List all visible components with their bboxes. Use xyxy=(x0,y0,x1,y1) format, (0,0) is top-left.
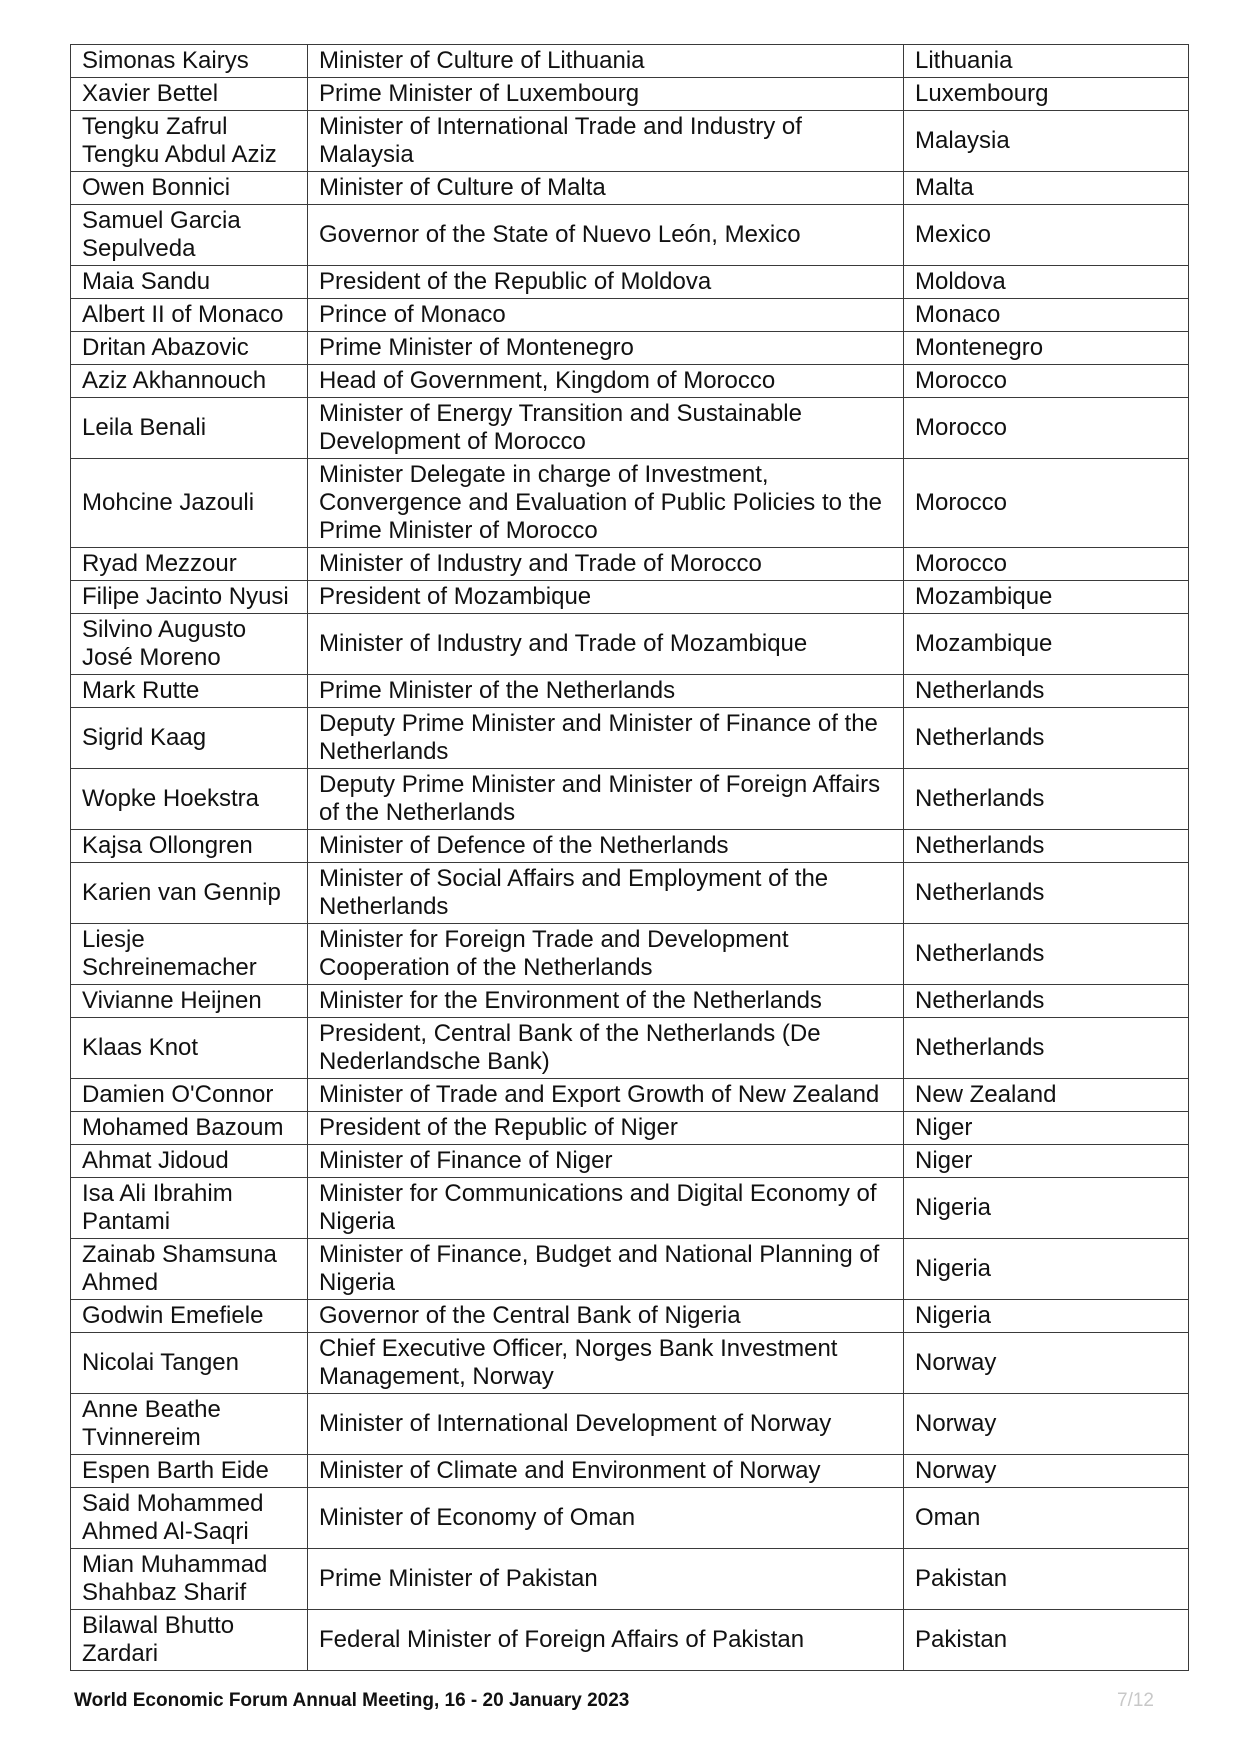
participant-position: President of the Republic of Moldova xyxy=(308,266,904,299)
participant-name: Dritan Abazovic xyxy=(71,332,308,365)
participant-name: Silvino Augusto José Moreno xyxy=(71,614,308,675)
participant-name: Isa Ali Ibrahim Pantami xyxy=(71,1178,308,1239)
participant-position: Minister for the Environment of the Netherlands xyxy=(308,985,904,1018)
participant-country: Netherlands xyxy=(904,924,1189,985)
participant-position: Prince of Monaco xyxy=(308,299,904,332)
table-row xyxy=(71,1079,1189,1112)
participant-position: Head of Government, Kingdom of Morocco xyxy=(308,365,904,398)
table-row xyxy=(71,398,1189,459)
participant-name: Tengku Zafrul Tengku Abdul Aziz xyxy=(71,111,308,172)
participant-country: Morocco xyxy=(904,365,1189,398)
participant-position: Minister Delegate in charge of Investment, Convergence and Evaluation of Public Policies to the Prime Minister of Morocco xyxy=(308,459,904,548)
participant-position: Federal Minister of Foreign Affairs of Pakistan xyxy=(308,1610,904,1671)
participant-name: Owen Bonnici xyxy=(71,172,308,205)
participant-country: Malta xyxy=(904,172,1189,205)
participant-country: Mozambique xyxy=(904,614,1189,675)
participant-name: Klaas Knot xyxy=(71,1018,308,1079)
participant-name: Kajsa Ollongren xyxy=(71,830,308,863)
participant-position: Minister of Energy Transition and Sustainable Development of Morocco xyxy=(308,398,904,459)
participant-name: Albert II of Monaco xyxy=(71,299,308,332)
participant-position: Minister for Communications and Digital Economy of Nigeria xyxy=(308,1178,904,1239)
participant-country: Netherlands xyxy=(904,769,1189,830)
table-row xyxy=(71,614,1189,675)
table-row xyxy=(71,1300,1189,1333)
table-row xyxy=(71,1394,1189,1455)
participant-position: Deputy Prime Minister and Minister of Foreign Affairs of the Netherlands xyxy=(308,769,904,830)
table-row xyxy=(71,365,1189,398)
participant-country: Morocco xyxy=(904,398,1189,459)
participant-position: Minister of Culture of Malta xyxy=(308,172,904,205)
participant-country: Nigeria xyxy=(904,1300,1189,1333)
table-row xyxy=(71,924,1189,985)
participant-position: Minister of Climate and Environment of Norway xyxy=(308,1455,904,1488)
participant-position: Governor of the Central Bank of Nigeria xyxy=(308,1300,904,1333)
participant-name: Ahmat Jidoud xyxy=(71,1145,308,1178)
table-row xyxy=(71,708,1189,769)
participant-country: Nigeria xyxy=(904,1239,1189,1300)
participant-name: Samuel Garcia Sepulveda xyxy=(71,205,308,266)
table-row xyxy=(71,863,1189,924)
participant-position: President of the Republic of Niger xyxy=(308,1112,904,1145)
participant-country: Norway xyxy=(904,1333,1189,1394)
participant-position: Prime Minister of Montenegro xyxy=(308,332,904,365)
table-row xyxy=(71,581,1189,614)
participant-country: Oman xyxy=(904,1488,1189,1549)
table-row xyxy=(71,111,1189,172)
participant-position: Minister for Foreign Trade and Development Cooperation of the Netherlands xyxy=(308,924,904,985)
participant-position: President, Central Bank of the Netherlands (De Nederlandsche Bank) xyxy=(308,1018,904,1079)
table-row xyxy=(71,548,1189,581)
participant-name: Xavier Bettel xyxy=(71,78,308,111)
participant-name: Sigrid Kaag xyxy=(71,708,308,769)
table-row xyxy=(71,1145,1189,1178)
table-row xyxy=(71,205,1189,266)
participant-position: Minister of Industry and Trade of Morocco xyxy=(308,548,904,581)
participant-position: President of Mozambique xyxy=(308,581,904,614)
participant-name: Zainab Shamsuna Ahmed xyxy=(71,1239,308,1300)
participant-name: Anne Beathe Tvinnereim xyxy=(71,1394,308,1455)
participant-country: Pakistan xyxy=(904,1549,1189,1610)
participant-country: Netherlands xyxy=(904,675,1189,708)
participant-country: Mozambique xyxy=(904,581,1189,614)
table-row xyxy=(71,299,1189,332)
participant-name: Vivianne Heijnen xyxy=(71,985,308,1018)
participants-table xyxy=(70,44,1189,1671)
participant-country: Luxembourg xyxy=(904,78,1189,111)
participant-position: Governor of the State of Nuevo León, Mexico xyxy=(308,205,904,266)
page-number: 7/12 xyxy=(1117,1690,1154,1711)
participant-name: Said Mohammed Ahmed Al-Saqri xyxy=(71,1488,308,1549)
participant-country: Nigeria xyxy=(904,1178,1189,1239)
table-row xyxy=(71,266,1189,299)
participant-country: Netherlands xyxy=(904,1018,1189,1079)
participant-name: Godwin Emefiele xyxy=(71,1300,308,1333)
participant-position: Minister of International Trade and Industry of Malaysia xyxy=(308,111,904,172)
participant-name: Espen Barth Eide xyxy=(71,1455,308,1488)
participant-name: Leila Benali xyxy=(71,398,308,459)
participant-country: Morocco xyxy=(904,459,1189,548)
participant-position: Minister of Industry and Trade of Mozambique xyxy=(308,614,904,675)
participant-name: Bilawal Bhutto Zardari xyxy=(71,1610,308,1671)
table-row xyxy=(71,1549,1189,1610)
participant-name: Mohamed Bazoum xyxy=(71,1112,308,1145)
participant-name: Maia Sandu xyxy=(71,266,308,299)
participant-position: Minister of International Development of Norway xyxy=(308,1394,904,1455)
table-row xyxy=(71,830,1189,863)
participant-position: Prime Minister of Luxembourg xyxy=(308,78,904,111)
table-row xyxy=(71,78,1189,111)
participant-country: Niger xyxy=(904,1145,1189,1178)
participant-country: Niger xyxy=(904,1112,1189,1145)
participants-table-body xyxy=(71,45,1189,1671)
participant-name: Ryad Mezzour xyxy=(71,548,308,581)
table-row xyxy=(71,985,1189,1018)
participant-country: Mexico xyxy=(904,205,1189,266)
participant-position: Minister of Trade and Export Growth of New Zealand xyxy=(308,1079,904,1112)
participant-country: Netherlands xyxy=(904,830,1189,863)
participant-position: Minister of Finance, Budget and National Planning of Nigeria xyxy=(308,1239,904,1300)
participant-position: Minister of Defence of the Netherlands xyxy=(308,830,904,863)
participant-country: Norway xyxy=(904,1394,1189,1455)
participant-position: Prime Minister of the Netherlands xyxy=(308,675,904,708)
footer-title: World Economic Forum Annual Meeting, 16 - 20 January 2023 xyxy=(74,1690,630,1711)
participant-name: Aziz Akhannouch xyxy=(71,365,308,398)
table-row xyxy=(71,332,1189,365)
table-row xyxy=(71,45,1189,78)
participant-name: Filipe Jacinto Nyusi xyxy=(71,581,308,614)
table-row xyxy=(71,1455,1189,1488)
participant-country: Netherlands xyxy=(904,708,1189,769)
participant-name: Wopke Hoekstra xyxy=(71,769,308,830)
table-row xyxy=(71,1333,1189,1394)
participant-name: Liesje Schreinemacher xyxy=(71,924,308,985)
table-row xyxy=(71,769,1189,830)
participant-country: Moldova xyxy=(904,266,1189,299)
participant-position: Minister of Finance of Niger xyxy=(308,1145,904,1178)
table-row xyxy=(71,1239,1189,1300)
participant-position: Prime Minister of Pakistan xyxy=(308,1549,904,1610)
participant-country: Norway xyxy=(904,1455,1189,1488)
participant-name: Mohcine Jazouli xyxy=(71,459,308,548)
participant-country: Pakistan xyxy=(904,1610,1189,1671)
participant-position: Minister of Culture of Lithuania xyxy=(308,45,904,78)
participant-name: Karien van Gennip xyxy=(71,863,308,924)
table-row xyxy=(71,172,1189,205)
participant-name: Damien O'Connor xyxy=(71,1079,308,1112)
participant-country: Netherlands xyxy=(904,863,1189,924)
participant-country: Monaco xyxy=(904,299,1189,332)
participant-country: Lithuania xyxy=(904,45,1189,78)
participant-position: Deputy Prime Minister and Minister of Finance of the Netherlands xyxy=(308,708,904,769)
participant-name: Mian Muhammad Shahbaz Sharif xyxy=(71,1549,308,1610)
participant-position: Minister of Economy of Oman xyxy=(308,1488,904,1549)
participant-position: Chief Executive Officer, Norges Bank Investment Management, Norway xyxy=(308,1333,904,1394)
table-row xyxy=(71,1178,1189,1239)
participant-position: Minister of Social Affairs and Employment of the Netherlands xyxy=(308,863,904,924)
table-row xyxy=(71,1610,1189,1671)
participant-name: Simonas Kairys xyxy=(71,45,308,78)
participant-country: Malaysia xyxy=(904,111,1189,172)
participant-country: New Zealand xyxy=(904,1079,1189,1112)
table-row xyxy=(71,1018,1189,1079)
table-row xyxy=(71,1488,1189,1549)
table-row xyxy=(71,675,1189,708)
table-row xyxy=(71,1112,1189,1145)
participant-country: Montenegro xyxy=(904,332,1189,365)
participant-country: Morocco xyxy=(904,548,1189,581)
participant-country: Netherlands xyxy=(904,985,1189,1018)
participant-name: Nicolai Tangen xyxy=(71,1333,308,1394)
participant-name: Mark Rutte xyxy=(71,675,308,708)
table-row xyxy=(71,459,1189,548)
